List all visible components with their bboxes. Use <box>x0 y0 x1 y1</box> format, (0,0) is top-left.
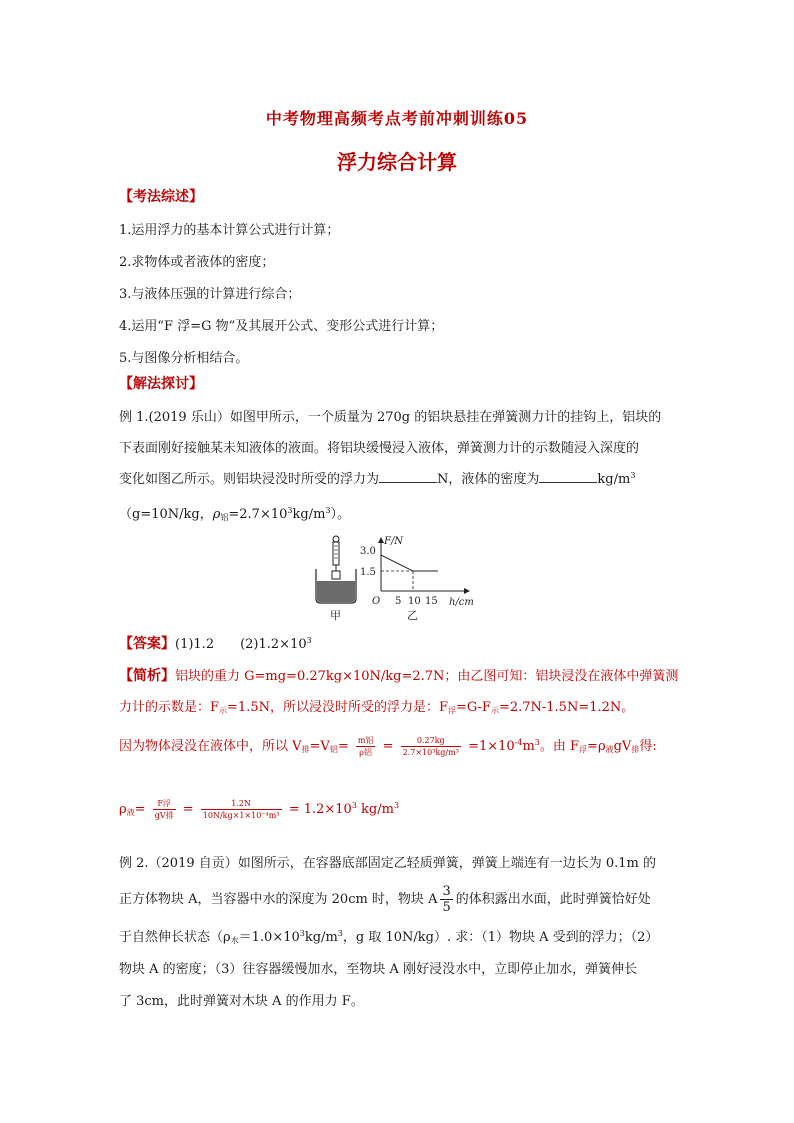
analysis-volume-line: 因为物体浸没在液体中，所以 $V_排=V_铝=$ $\frac{\text{m铝}}{\text{ρ铝}}$ = $\frac{0.27kg}{\text{2.7×10³kg/m³}}$ $=1\times 10^{-4}m^3$。由 $F_浮=\rho_液gV_排$得: <box>119 736 657 757</box>
overview-item: 1.运用浮力的基本计算公式进行计算； <box>119 223 340 238</box>
spring-scale-apparatus <box>316 536 356 603</box>
answer-line: 【答案】(1)1.2 $(2)1.2\times 10^3$ <box>119 636 312 652</box>
methods-heading: 【解法探讨】 <box>119 376 203 392</box>
label-jia: 甲 <box>330 609 341 622</box>
example2-line: 物块 A 的密度；（3）往容器缓慢加水，至物块 A 刚好浸没水中，立即停止加水，弹簧伸长 <box>119 962 638 977</box>
y-tick-1-5: 1.5 <box>360 567 376 578</box>
analysis-density-line: $\rho_液=$ $\frac{\text{F浮}}{\text{gV排}}$ = $\frac{1.2N}{\text{10N/kg×1×10⁻⁴m³}}$ = $1.2\times 10^3$ $kg/m^3$ <box>119 799 400 820</box>
y-tick-3: 3.0 <box>360 546 376 557</box>
fraction-buoyancy: $\frac{\text{F浮}}{\text{gV排}}$ <box>154 799 174 820</box>
fraction-three-fifths: $\frac{3}{5}$ <box>442 884 451 915</box>
graph-line-decreasing <box>381 555 413 571</box>
overview-item: 3.与液体压强的计算进行综合； <box>119 287 301 302</box>
overview-item: 5.与图像分析相结合。 <box>119 351 249 366</box>
example1-line: 例 1.(2019 乐山）如图甲所示，一个质量为 270g 的铝块悬挂在弹簧测力计的挂钩上，铝块的 <box>119 410 662 425</box>
example2-line: 于自然伸长状态（$\rho_水=1.0\times 10^3kg/m^3$，g 取 10N/kg）. 求：（1）物块 A 受到的浮力；（2） <box>119 929 659 945</box>
example1-figure <box>312 533 482 623</box>
overview-item: 4.运用“F 浮=G 物”及其展开公式、变形公式进行计算； <box>119 319 444 334</box>
example1-line: 下表面刚好接触某未知液体的液面。将铝块缓慢浸入液体，弹簧测力计的示数随浸入深度的 <box>119 441 640 456</box>
document-subtitle: 浮力综合计算 <box>337 150 457 174</box>
example1-given: （g=10N/kg，$\rho_铝=2.7\times 10^3kg/m^3$）。 <box>119 506 350 522</box>
x-tick-10: 10 <box>408 596 421 607</box>
example1-line: 变化如图乙所示。则铝块浸没时所受的浮力为 N，液体的密度为 $kg/m^3$ <box>119 471 636 487</box>
document-title: 中考物理高频考点考前冲刺训练05 <box>265 109 529 128</box>
x-axis-label: h/cm <box>449 597 474 608</box>
fraction-density-calc: $\frac{1.2N}{\text{10N/kg×1×10⁻⁴m³}}$ <box>202 799 280 820</box>
analysis-line: 【简析】铝块的重力 G=mg=0.27kg×10N/kg=2.7N；由乙图可知：铝块浸没在液体中弹簧测 <box>119 668 679 684</box>
answer-blank[interactable] <box>539 471 597 483</box>
y-axis-label: F/N <box>384 536 404 547</box>
x-tick-15: 15 <box>425 596 438 607</box>
origin-label: O <box>372 596 381 607</box>
fraction-mass-density: $\frac{\text{m铝}}{\text{ρ铝}}$ <box>357 736 374 757</box>
answer-blank[interactable] <box>379 471 437 483</box>
overview-item: 2.求物体或者液体的密度； <box>119 255 275 270</box>
example2-line: 正方体物块 A，当容器中水的深度为 20cm 时，物块 A $\frac{3}{5}$ 的体积露出水面，此时弹簧恰好处 <box>119 884 651 915</box>
example2-line: 例 2.（2019 自贡）如图所示，在容器底部固定乙轻质弹簧，弹簧上端连有一边长为 0.1m 的 <box>119 856 657 871</box>
answer-label: 【答案】 <box>119 636 175 652</box>
fraction-volume-calc: $\frac{0.27kg}{\text{2.7×10³kg/m³}}$ <box>402 736 459 757</box>
analysis-line: 力计的示数是：$F_示=1.5N$，所以浸没时所受的浮力是：$F_浮=G-F_示=2.7N-1.5N=1.2N$。 <box>119 700 635 715</box>
overview-heading: 【考法综述】 <box>119 189 203 205</box>
analysis-label: 【简析】 <box>119 668 175 684</box>
x-tick-5: 5 <box>395 596 402 607</box>
label-yi: 乙 <box>407 609 418 622</box>
example2-line: 了 3cm，此时弹簧对木块 A 的作用力 F。 <box>119 994 364 1009</box>
